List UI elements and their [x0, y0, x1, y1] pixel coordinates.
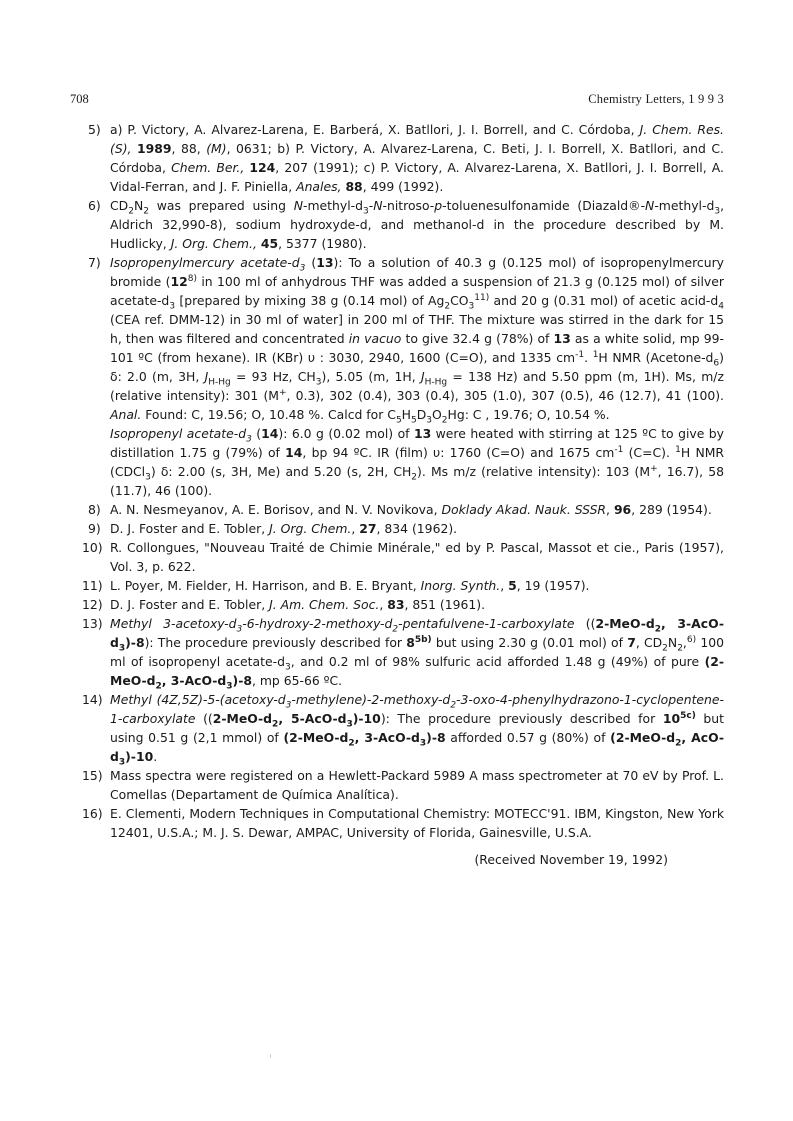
reference-10	[70, 538, 724, 576]
reference-number: 6)	[88, 198, 101, 213]
reference-8	[70, 500, 724, 519]
reference-text: L. Poyer, M. Fielder, H. Harrison, and B. E. Bryant, Inorg. Synth., 5, 19 (1957).	[110, 578, 590, 593]
reference-number: 16)	[82, 806, 103, 821]
reference-11	[70, 576, 724, 595]
reference-6	[70, 196, 724, 253]
reference-number: 10)	[82, 540, 103, 555]
reference-14	[70, 690, 724, 766]
reference-number: 13)	[82, 616, 103, 631]
reference-text: Isopropenylmercury acetate-$d_3$ (13): To a solution of 40.3 g (0.125 mol) of isopropenylmercury bromide (12$^{8)}$ in 100 ml of anhydrous THF was added a suspension of 21.3 g (0.125 mol) of silver acetate-$d_3$ [prepared by mixing 38 g (0.14 mol) of $Ag_2CO_3^{11)}$ and 20 g (0.31 mol) of acetic acid-$d_4$ (CEA ref. DMM-12) in 30 ml of water] in 200 ml of THF. The mixture was stirred in the dark for 15 h, then was filtered and concentrated in vacuo to give 32.4 g (78%) of 13 as a white solid, mp 99-101 ºC (from hexane). IR (KBr) υ : 3030, 2940, 1600 (C=O), and 1335 $cm^{-1}$. $^1$H NMR $(Acetone-d_6)$ δ: 2.0 (m, 3H, $J_{H-Hg} = 93$ Hz, $CH_3$), 5.05 (m, 1H, $J_{H-Hg} = 138$ Hz) and 5.50 ppm (m, 1H). Ms, m/z (relative intensity): 301 (M+, 0.3), 302 (0.4), 303 (0.4), 305 (1.0), 307 (0.5), 46 (12.7), 41 (100). Anal. Found: C, 19.56; O, 10.48 %. Calcd for $C_5H_5D_3O_2Hg$: C , 19.76; O, 10.54 %.	[110, 255, 725, 426]
reference-text: D. J. Foster and E. Tobler, J. Am. Chem. Soc., 83, 851 (1961).	[110, 597, 486, 612]
reference-number: 8)	[88, 502, 101, 517]
reference-number: 5)	[88, 122, 101, 137]
reference-text: A. N. Nesmeyanov, A. E. Borisov, and N. V. Novikova, Doklady Akad. Nauk. SSSR, 96, 289 (1954).	[110, 502, 712, 517]
reference-7	[70, 253, 724, 500]
reference-number: 15)	[82, 768, 103, 783]
reference-text-continued: Isopropenyl acetate-$d_3$ (14): 6.0 g (0.02 mol) of 13 were heated with stirring at 125 ºC to give by distillation 1.75 g (79%) of 14, bp 94 ºC. IR (film) υ: 1760 (C=O) and 1675 $cm^{-1}$ (C=C). $^1$H NMR (CDCl$_3$) δ: 2.00 (s, 3H, Me) and 5.20 (s, 2H, $CH_2$). Ms m/z (relative intensity): 103 (M+, 16.7), 58 (11.7), 46 (100).	[110, 426, 725, 498]
reference-number: 7)	[88, 255, 101, 270]
reference-13	[70, 614, 724, 690]
reference-text: Mass spectra were registered on a Hewlett-Packard 5989 A mass spectrometer at 70 eV by Prof. L. Comellas (Departament de Química Analítica).	[110, 768, 724, 802]
reference-number: 14)	[82, 692, 103, 707]
received-date: (Received November 19, 1992)	[474, 852, 668, 867]
reference-12	[70, 595, 724, 614]
reference-15	[70, 766, 724, 804]
reference-5	[70, 120, 724, 196]
reference-text: Methyl $3-acetoxy-d_3-6-hydroxy-2-methoxy-d_2-pentafulvene-1$-carboxylate (($2-MeO-d_2$, $3-AcO-d_3)-8$): The procedure previously described for $8^{5b)}$ but using 2.30 g (0.01 mol) of 7, $CD_2N_2,^{6)}$ 100 ml of isopropenyl acetate-$d_3$, and 0.2 ml of 98% sulfuric acid afforded 1.48 g (49%) of pure ($2-MeO-d_2$, $3-AcO-d_3)-8$, mp 65-66 ºC.	[110, 616, 725, 692]
reference-text: R. Collongues, "Nouveau Traité de Chimie Minérale," ed by P. Pascal, Massot et cie., Paris (1957), Vol. 3, p. 622.	[110, 540, 724, 574]
reference-number: 12)	[82, 597, 103, 612]
scan-mark	[270, 1054, 271, 1058]
references-list	[70, 120, 724, 869]
reference-16	[70, 804, 724, 842]
reference-text: Methyl $(4Z,5Z)-5-(acetoxy-d_3-methylene)-2-methoxy-d_2-3-oxo-4-phenylhydrazono-1-cyclopentene-1$-carboxylate (($2-MeO-d_2$, $5-AcO-d_3)-10$): The procedure previously described for $10^{5c)}$ but using 0.51 g (2,1 mmol) of ($2-MeO-d_2$, $3-AcO-d_3)-8$ afforded 0.57 g (80%) of ($2-MeO-d_2$, AcO-$d_3)-10$.	[110, 692, 724, 768]
journal-running-head: Chemistry Letters, 1 9 9 3	[588, 92, 724, 106]
page-header	[70, 92, 724, 112]
page-number: 708	[70, 92, 89, 106]
reference-text: D. J. Foster and E. Tobler, J. Org. Chem., 27, 834 (1962).	[110, 521, 458, 536]
reference-number: 11)	[82, 578, 103, 593]
reference-9	[70, 519, 724, 538]
reference-text: E. Clementi, Modern Techniques in Computational Chemistry: MOTECC'91. IBM, Kingston, New York 12401, U.S.A.; M. J. S. Dewar, AMPAC, University of Florida, Gainesville, U.S.A.	[110, 806, 724, 840]
reference-number: 9)	[88, 521, 101, 536]
reference-text: $CD_2N_2$ was prepared using $N-methyl-d_3-N-nitroso-p$-toluenesulfonamide ($Diazald®-N-methyl-d_3$, Aldrich 32,990-8), sodium hydroxyde-d, and methanol-d in the procedure described by M. Hudlicky, J. Org. Chem., 45, 5377 (1980).	[110, 198, 725, 251]
reference-text: a) P. Victory, A. Alvarez-Larena, E. Barberá, X. Batllori, J. I. Borrell, and C. Córdoba, J. Chem. Res. (S), 1989, 88, (M), 0631; b) P. Victory, A. Alvarez-Larena, C. Beti, J. I. Borrell, X. Batllori, and C. Córdoba, Chem. Ber., 124, 207 (1991); c) P. Victory, A. Alvarez-Larena, X. Batllori, J. I. Borrell, A. Vidal-Ferran, and J. F. Piniella, Anales, 88, 499 (1992).	[110, 122, 724, 194]
